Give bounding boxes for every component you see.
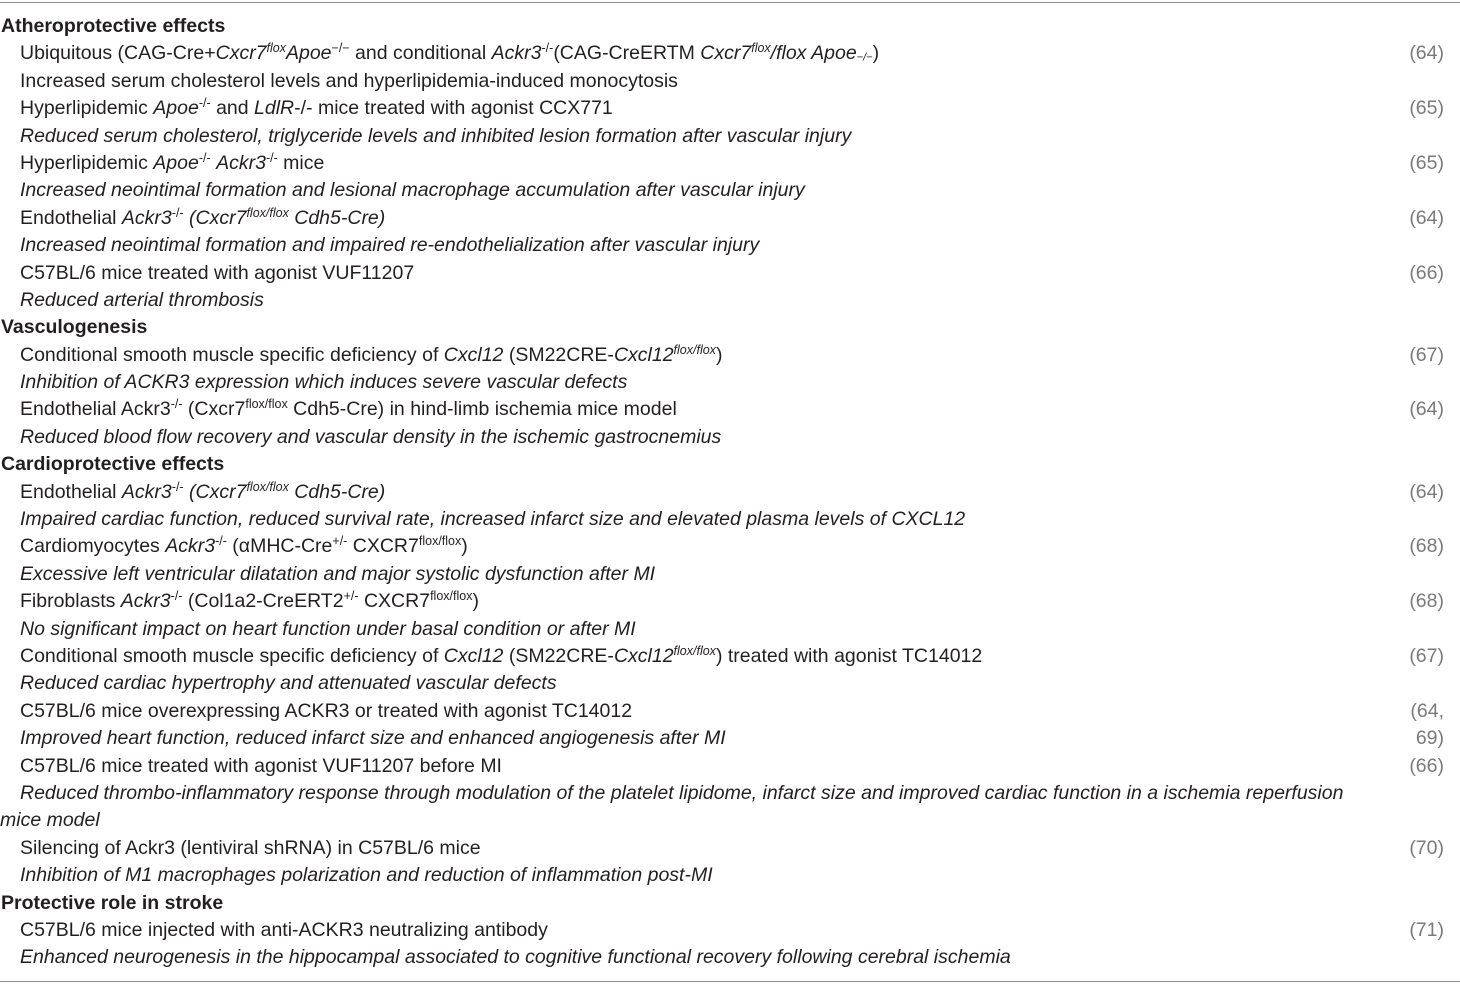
text-segment: Cxcl12 bbox=[613, 343, 674, 366]
text-segment: (Col1a2-CreERT2 bbox=[182, 590, 344, 613]
row-description bbox=[0, 645, 982, 667]
text-segment: -/- bbox=[170, 397, 183, 412]
section-heading bbox=[0, 314, 1460, 341]
text-segment: ) bbox=[872, 42, 880, 65]
model-row bbox=[0, 917, 1460, 944]
text-segment: Cxcl12 bbox=[443, 644, 504, 667]
text-segment: and bbox=[210, 97, 255, 120]
section-heading bbox=[0, 451, 1460, 478]
effects-table bbox=[0, 13, 1460, 972]
text-segment: Apoe bbox=[153, 151, 199, 174]
row-description bbox=[0, 864, 713, 886]
text-segment: (Cxcr7 bbox=[183, 480, 247, 503]
row-description bbox=[0, 618, 636, 640]
text-segment: Reduced cardiac hypertrophy and attenuated vascular defects bbox=[20, 672, 557, 695]
model-row bbox=[0, 342, 1460, 369]
row-description bbox=[0, 780, 1460, 835]
row-description bbox=[0, 672, 557, 694]
text-segment: Cdh5-Cre) bbox=[288, 206, 386, 229]
text-segment: +/- bbox=[332, 534, 348, 549]
text-segment: Inhibition of M1 macrophages polarization and reduction of inflammation post-MI bbox=[20, 864, 713, 887]
table-bottom-rule bbox=[0, 981, 1460, 982]
text-segment: (CAG-CreERTM bbox=[553, 42, 701, 65]
row-description bbox=[0, 289, 264, 311]
text-segment: flox bbox=[266, 41, 286, 56]
row-description bbox=[0, 262, 414, 284]
model-row bbox=[0, 150, 1460, 177]
text-segment: Cxcr7 bbox=[700, 42, 752, 65]
text-segment: flox/flox bbox=[673, 644, 716, 659]
effect-row bbox=[0, 506, 1460, 533]
text-segment: Cardiomyocytes bbox=[20, 535, 166, 558]
effect-row bbox=[0, 424, 1460, 451]
text-segment: Ackr3 bbox=[165, 535, 216, 558]
row-description bbox=[0, 508, 965, 530]
row-description bbox=[0, 563, 655, 585]
text-segment: flox bbox=[751, 41, 771, 56]
text-segment: ) bbox=[715, 343, 723, 366]
reference-citation: (71) bbox=[1409, 918, 1444, 941]
reference-citation: (66) bbox=[1409, 261, 1444, 284]
row-description bbox=[0, 727, 726, 749]
text-segment: CXCR7 bbox=[347, 535, 419, 558]
row-description bbox=[0, 398, 677, 420]
text-segment: mice bbox=[277, 151, 325, 174]
reference-citation: (67) bbox=[1409, 343, 1444, 366]
row-description bbox=[0, 152, 324, 174]
model-row bbox=[0, 533, 1460, 560]
effect-row bbox=[0, 123, 1460, 150]
text-segment: +/- bbox=[343, 589, 359, 604]
row-description bbox=[0, 755, 502, 777]
text-segment: −/− bbox=[331, 41, 350, 56]
reference-citation: (64) bbox=[1409, 480, 1444, 503]
text-segment: (Cxcr7 bbox=[183, 206, 247, 229]
reference-citation: (65) bbox=[1409, 97, 1444, 120]
text-segment: Excessive left ventricular dilatation and major systolic dysfunction after MI bbox=[20, 562, 656, 585]
text-segment: -/- bbox=[170, 589, 183, 604]
text-segment: -/- bbox=[541, 41, 554, 56]
text-segment: and conditional bbox=[349, 42, 492, 65]
text-segment: flox/flox bbox=[245, 397, 288, 412]
effect-row bbox=[0, 862, 1460, 889]
text-segment: /flox Apoe bbox=[770, 42, 857, 65]
text-segment: Improved heart function, reduced infarct size and enhanced angiogenesis after MI bbox=[20, 727, 726, 750]
reference-citation: (66) bbox=[1409, 754, 1444, 777]
section-heading bbox=[0, 13, 1460, 40]
text-segment: ) bbox=[472, 590, 479, 613]
text-segment: -/- bbox=[265, 151, 278, 166]
text-segment: -/- bbox=[198, 151, 211, 166]
row-description bbox=[0, 70, 678, 92]
text-segment: -/- bbox=[215, 534, 227, 549]
section-heading-text: Cardioprotective effects bbox=[1, 453, 225, 476]
text-segment: Conditional smooth muscle specific deficiency of bbox=[20, 343, 444, 366]
effect-row bbox=[0, 780, 1460, 835]
text-segment: Silencing of Ackr3 (lentiviral shRNA) in C57BL/6 mice bbox=[20, 836, 481, 859]
row-description bbox=[0, 837, 481, 859]
section-heading-text: Atheroprotective effects bbox=[1, 15, 226, 37]
reference-citation: (64) bbox=[1409, 42, 1444, 65]
text-segment: Endothelial bbox=[20, 206, 122, 229]
reference-citation: (64) bbox=[1409, 206, 1444, 229]
model-row bbox=[0, 588, 1460, 615]
text-segment: Cxcl12 bbox=[443, 343, 504, 366]
text-segment: flox/flox bbox=[246, 205, 289, 220]
model-row bbox=[0, 260, 1460, 287]
text-segment: Hyperlipidemic bbox=[20, 151, 154, 174]
reference-citation: (70) bbox=[1409, 836, 1444, 859]
text-segment: Reduced serum cholesterol, triglyceride levels and inhibited lesion formation after vascular injury bbox=[20, 124, 852, 147]
text-segment: Cdh5-Cre) bbox=[288, 480, 386, 503]
model-row bbox=[0, 40, 1460, 67]
section-heading bbox=[0, 890, 1460, 917]
text-segment: C57BL/6 mice treated with agonist VUF11207 bbox=[20, 261, 415, 284]
text-segment: (Cxcr7 bbox=[182, 398, 246, 421]
text-segment: Reduced blood flow recovery and vascular density in the ischemic gastrocnemius bbox=[20, 425, 722, 448]
text-segment: (αMHC-Cre bbox=[226, 535, 333, 558]
effect-row bbox=[0, 944, 1460, 971]
text-segment: Cdh5-Cre) in hind-limb ischemia mice model bbox=[287, 398, 677, 421]
row-description bbox=[0, 946, 1011, 968]
reference-citation: (65) bbox=[1409, 151, 1444, 174]
row-description bbox=[0, 42, 879, 64]
reference-citation: (67) bbox=[1409, 644, 1444, 667]
effect-row bbox=[0, 232, 1460, 259]
row-description bbox=[0, 125, 851, 147]
row-description bbox=[0, 234, 759, 256]
text-segment: flox/flox bbox=[418, 534, 462, 549]
text-segment: Ackr3 bbox=[216, 151, 266, 174]
text-segment: Ackr3 bbox=[120, 590, 171, 613]
text-segment: -/- bbox=[171, 479, 184, 494]
model-row bbox=[0, 753, 1460, 780]
text-segment: LdlR bbox=[254, 97, 295, 120]
row-description bbox=[0, 426, 721, 448]
text-segment: Increased neointimal formation and lesional macrophage accumulation after vascular injury bbox=[20, 179, 805, 202]
text-segment: Endothelial bbox=[20, 480, 122, 503]
text-segment: Ubiquitous (CAG-Cre+ bbox=[20, 42, 216, 65]
row-description bbox=[0, 481, 385, 503]
row-description bbox=[0, 344, 722, 366]
reference-citation: 69) bbox=[1415, 727, 1444, 750]
text-segment: Conditional smooth muscle specific deficiency of bbox=[20, 644, 444, 667]
text-segment: Increased serum cholesterol levels and hyperlipidemia-induced monocytosis bbox=[20, 69, 678, 92]
text-segment: Endothelial Ackr3 bbox=[20, 398, 171, 421]
text-segment: Enhanced neurogenesis in the hippocampal associated to cognitive functional recovery following cerebral ischemia bbox=[20, 946, 1011, 969]
text-segment: Ackr3 bbox=[491, 42, 542, 65]
row-description bbox=[0, 535, 468, 557]
text-segment: No significant impact on heart function under basal condition or after MI bbox=[20, 617, 636, 640]
text-segment: -/- bbox=[171, 205, 184, 220]
model-row bbox=[0, 205, 1460, 232]
effect-row bbox=[0, 68, 1460, 95]
text-segment: ) bbox=[461, 535, 468, 558]
text-segment: Apoe bbox=[153, 97, 199, 120]
effect-row bbox=[0, 177, 1460, 204]
text-segment: flox/flox bbox=[430, 589, 473, 604]
text-segment: C57BL/6 mice injected with anti-ACKR3 neutralizing antibody bbox=[20, 918, 548, 941]
model-row bbox=[0, 95, 1460, 122]
text-segment: Inhibition of ACKR3 expression which induces severe vascular defects bbox=[20, 371, 628, 394]
text-segment: Cxcr7 bbox=[215, 42, 267, 65]
text-segment: Ackr3 bbox=[121, 480, 172, 503]
text-segment: -/- bbox=[198, 96, 211, 111]
text-segment: ) treated with agonist TC14012 bbox=[715, 644, 983, 667]
model-row bbox=[0, 643, 1460, 670]
model-row bbox=[0, 835, 1460, 862]
text-segment: Cxcl12 bbox=[613, 644, 674, 667]
text-segment: Reduced arterial thrombosis bbox=[20, 288, 264, 311]
row-description bbox=[0, 919, 548, 941]
text-segment: (SM22CRE- bbox=[503, 644, 614, 667]
text-segment: Ackr3 bbox=[121, 206, 172, 229]
text-segment: C57BL/6 mice treated with agonist VUF11207 before MI bbox=[20, 754, 502, 777]
text-segment: (SM22CRE- bbox=[503, 343, 614, 366]
text-segment: Reduced thrombo-inflammatory response through modulation of the platelet lipidome, infarct size and improved cardiac function in a ischemia reperfusion mice model bbox=[0, 781, 1344, 832]
effect-row bbox=[0, 369, 1460, 396]
reference-citation: (68) bbox=[1409, 535, 1444, 558]
text-segment: Fibroblasts bbox=[20, 590, 121, 613]
effect-row bbox=[0, 561, 1460, 588]
model-row bbox=[0, 396, 1460, 423]
effect-row bbox=[0, 725, 1460, 752]
model-row bbox=[0, 698, 1460, 725]
reference-citation: (64, bbox=[1410, 699, 1444, 722]
effect-row bbox=[0, 616, 1460, 643]
reference-citation: (68) bbox=[1409, 590, 1444, 613]
model-row bbox=[0, 479, 1460, 506]
text-segment: −/− bbox=[856, 52, 873, 65]
row-description bbox=[0, 179, 805, 201]
section-heading-text: Protective role in stroke bbox=[1, 891, 224, 914]
row-description bbox=[0, 207, 385, 229]
reference-citation: (64) bbox=[1409, 398, 1444, 421]
effect-row bbox=[0, 287, 1460, 314]
section-heading-text: Vasculogenesis bbox=[1, 316, 148, 339]
text-segment: Impaired cardiac function, reduced survival rate, increased infarct size and elevated plasma levels of CXCL12 bbox=[20, 508, 966, 531]
row-description bbox=[0, 590, 479, 612]
row-description bbox=[0, 700, 632, 722]
row-description bbox=[0, 371, 627, 393]
effect-row bbox=[0, 670, 1460, 697]
text-segment: C57BL/6 mice overexpressing ACKR3 or treated with agonist TC14012 bbox=[20, 699, 633, 722]
row-description bbox=[0, 97, 613, 119]
text-segment: Hyperlipidemic bbox=[20, 97, 154, 120]
text-segment: flox/flox bbox=[673, 342, 716, 357]
text-segment: Increased neointimal formation and impaired re-endothelialization after vascular injury bbox=[20, 234, 760, 257]
text-segment: flox/flox bbox=[246, 479, 289, 494]
text-segment: CXCR7 bbox=[358, 590, 431, 613]
text-segment: Apoe bbox=[285, 42, 332, 65]
text-segment: -/- mice treated with agonist CCX771 bbox=[294, 97, 613, 120]
table-top-rule bbox=[0, 2, 1460, 3]
